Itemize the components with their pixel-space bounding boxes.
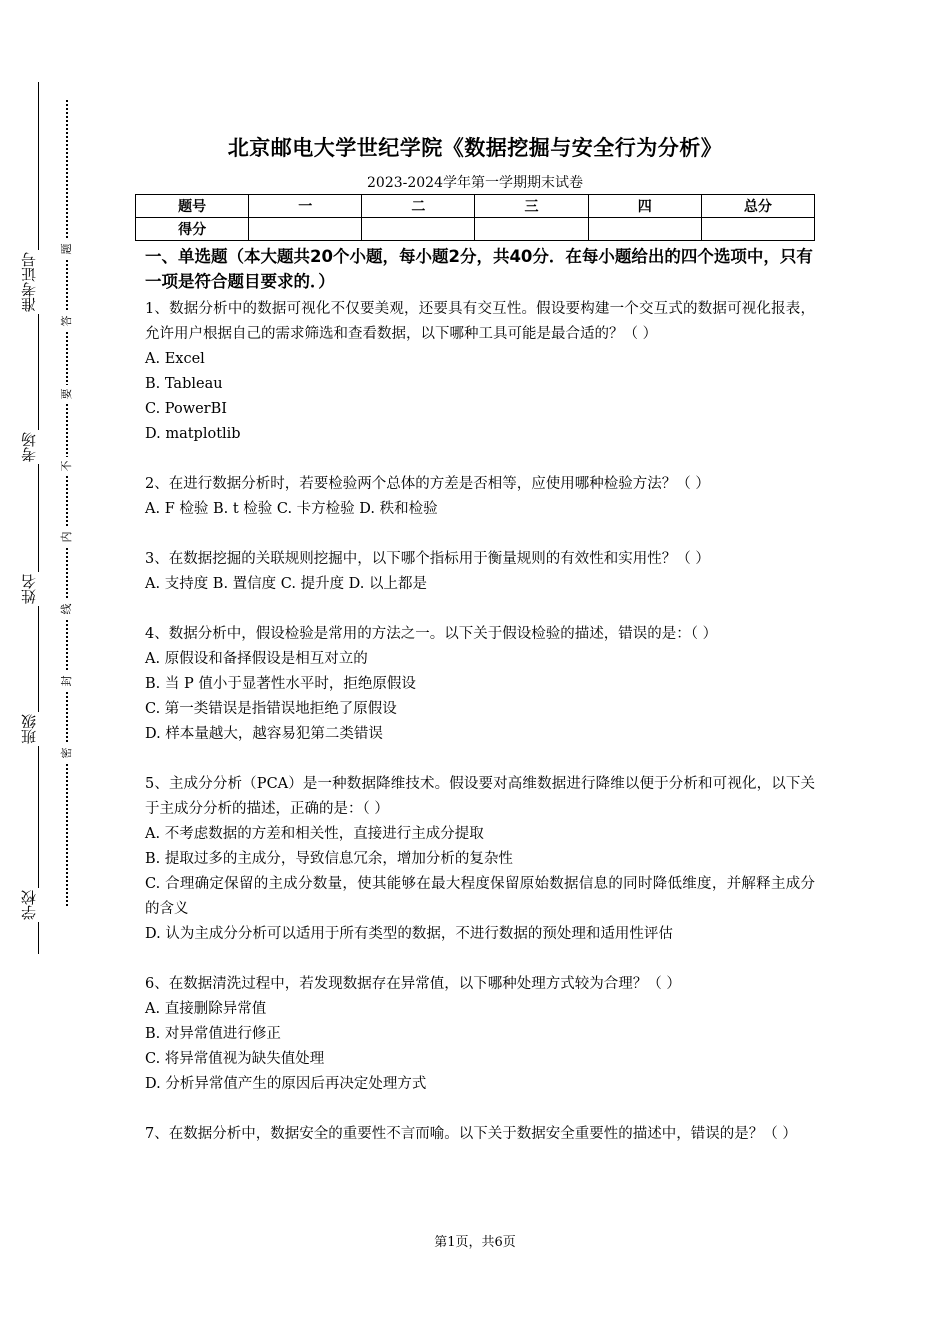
question-option: D. 认为主成分分析可以适用于所有类型的数据，不进行数据的预处理和适用性评估 — [145, 926, 673, 942]
question-stem: 2、在进行数据分析时，若要检验两个总体的方差是否相等，应使用哪种检验方法？（ ） — [145, 476, 710, 492]
seal-char: 封 — [60, 672, 74, 690]
table-cell: 得分 — [136, 218, 249, 241]
question-option: A. 不考虑数据的方差和相关性，直接进行主成分提取 — [145, 826, 484, 842]
score-input-cell — [362, 218, 475, 241]
question-option: A. 支持度 B. 置信度 C. 提升度 D. 以上都是 — [145, 576, 428, 592]
question-option: A. 原假设和备择假设是相互对立的 — [145, 651, 368, 667]
name-label: 姓名 — [20, 572, 54, 606]
question-3 — [145, 547, 815, 597]
question-option: C. 将异常值视为缺失值处理 — [145, 1051, 325, 1067]
score-table-score-row — [136, 218, 815, 241]
section-heading: 一、单选题（本大题共20个小题，每小题2分，共40分．在每小题给出的四个选项中，只有一项是符合题目要求的．） — [145, 247, 813, 291]
score-input-cell — [249, 218, 362, 241]
question-stem: 1、数据分析中的数据可视化不仅要美观，还要具有交互性。假设要构建一个交互式的数据可视化报表，允许用户根据自己的需求筛选和查看数据，以下哪种工具可能是最合适的？（ ） — [145, 301, 815, 342]
exam-subtitle: 2023-2024学年第一学期期末试卷 — [367, 175, 583, 191]
question-option: B. 对异常值进行修正 — [145, 1026, 281, 1042]
question-option: C. PowerBI — [145, 401, 228, 417]
seal-char: 内 — [60, 528, 74, 546]
seal-dotted-line — [66, 100, 68, 906]
score-table — [135, 194, 815, 241]
page-number: 第1页，共6页 — [434, 1235, 516, 1250]
question-option: B. Tableau — [145, 376, 223, 392]
school-label: 学校 — [20, 888, 54, 922]
question-option: D. 分析异常值产生的原因后再决定处理方式 — [145, 1076, 427, 1092]
question-5 — [145, 772, 815, 947]
table-cell: 二 — [362, 195, 475, 218]
question-6 — [145, 972, 815, 1097]
question-option: A. F 检验 B. t 检验 C. 卡方检验 D. 秩和检验 — [145, 501, 438, 517]
score-input-cell — [475, 218, 588, 241]
question-stem: 4、数据分析中，假设检验是常用的方法之一。以下关于假设检验的描述，错误的是：（ ） — [145, 626, 718, 642]
seal-char: 密 — [60, 744, 74, 762]
question-option: A. 直接删除异常值 — [145, 1001, 267, 1017]
table-cell: 总分 — [701, 195, 814, 218]
class-label: 班级 — [20, 712, 54, 746]
score-input-cell — [588, 218, 701, 241]
seal-char: 要 — [60, 385, 74, 403]
question-4 — [145, 622, 815, 747]
exam-title: 北京邮电大学世纪学院《数据挖掘与安全行为分析》 — [227, 136, 723, 160]
table-cell: 一 — [249, 195, 362, 218]
score-input-cell — [701, 218, 814, 241]
binding-line — [38, 82, 39, 954]
question-stem: 6、在数据清洗过程中，若发现数据存在异常值，以下哪种处理方式较为合理？（ ） — [145, 976, 681, 992]
question-2 — [145, 472, 815, 522]
question-1 — [145, 297, 815, 447]
seal-char: 线 — [60, 600, 74, 618]
table-cell: 三 — [475, 195, 588, 218]
question-stem: 7、在数据分析中，数据安全的重要性不言而喻。以下关于数据安全重要性的描述中，错误的是？（ ） — [145, 1126, 797, 1142]
question-option: C. 第一类错误是指错误地拒绝了原假设 — [145, 701, 397, 717]
exam-room-label: 考场 — [20, 430, 54, 464]
question-stem: 3、在数据挖掘的关联规则挖掘中，以下哪个指标用于衡量规则的有效性和实用性？（ ） — [145, 551, 710, 567]
question-option: D. matplotlib — [145, 426, 241, 442]
seal-char: 不 — [60, 457, 74, 475]
exam-number-label: 准考证号 — [20, 250, 54, 314]
score-table-header-row — [136, 195, 815, 218]
table-cell: 四 — [588, 195, 701, 218]
seal-char: 题 — [60, 240, 74, 258]
question-option: C. 合理确定保留的主成分数量，使其能够在最大程度保留原始数据信息的同时降低维度，并解释主成分的含义 — [145, 876, 815, 917]
question-option: A. Excel — [145, 351, 205, 367]
question-option: B. 提取过多的主成分，导致信息冗余，增加分析的复杂性 — [145, 851, 513, 867]
question-7 — [145, 1122, 815, 1147]
question-option: B. 当 P 值小于显著性水平时，拒绝原假设 — [145, 676, 416, 692]
table-cell: 题号 — [136, 195, 249, 218]
exam-content — [145, 244, 815, 1172]
question-option: D. 样本量越大，越容易犯第二类错误 — [145, 726, 383, 742]
question-stem: 5、主成分分析（PCA）是一种数据降维技术。假设要对高维数据进行降维以便于分析和可视化，以下关于主成分分析的描述，正确的是：（ ） — [145, 776, 815, 817]
seal-char: 答 — [60, 312, 74, 330]
